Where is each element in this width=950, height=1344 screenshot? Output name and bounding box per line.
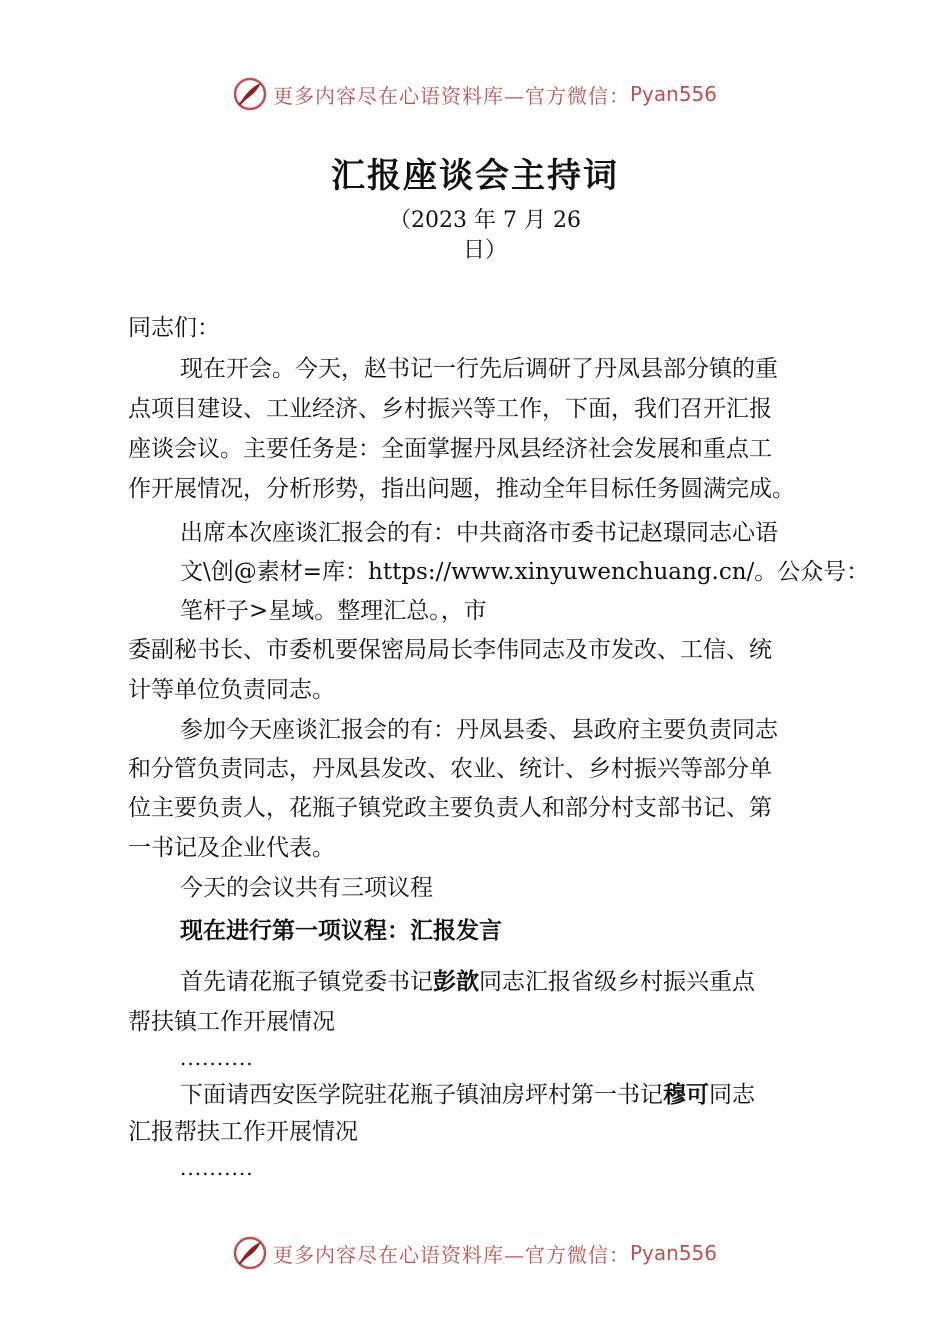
p5-line: 帮扶镇工作开展情况 xyxy=(128,1009,335,1035)
p6-text-before: 下面请西安医学院驻花瓶子镇油房坪村第一书记 xyxy=(180,1082,663,1108)
p1-line: 作开展情况，分析形势，指出问题，推动全年目标任务圆满完成。 xyxy=(128,476,795,502)
header-banner xyxy=(0,74,950,114)
ellipsis: .......... xyxy=(180,1046,254,1070)
banner-wechat-id: Pyan556 xyxy=(629,1241,717,1265)
footer-banner xyxy=(0,1233,950,1273)
p6-line xyxy=(180,1075,755,1115)
banner-text: 更多内容尽在心语资料库—官方微信： xyxy=(272,83,630,108)
p2-line: 计等单位负责同志。 xyxy=(128,677,335,703)
p5-text-after: 同志汇报省级乡村振兴重点 xyxy=(479,969,755,995)
ellipsis: .......... xyxy=(180,1156,254,1180)
document-date xyxy=(380,206,590,266)
quill-circle-logo-icon xyxy=(233,1236,267,1270)
p3-line: 参加今天座谈汇报会的有：丹凤县委、县政府主要负责同志 xyxy=(180,717,778,743)
p3-line: 位主要负责人，花瓶子镇党政主要负责人和部分村支部书记、第 xyxy=(128,795,772,821)
p2-line: 笔杆子>星域。整理汇总。，市 xyxy=(180,598,487,624)
p2-line: 出席本次座谈汇报会的有：中共商洛市委书记赵璟同志心语 xyxy=(180,520,778,546)
p6-text-after: 同志 xyxy=(709,1082,755,1108)
agenda-heading-1: 现在进行第一项议程：汇报发言 xyxy=(180,918,502,944)
banner-wechat-id: Pyan556 xyxy=(629,82,717,106)
agenda-intro: 今天的会议共有三项议程 xyxy=(180,875,433,901)
p3-line: 一书记及企业代表。 xyxy=(128,835,335,861)
p1-line: 点项目建设、工业经济、乡村振兴等工作，下面，我们召开汇报 xyxy=(128,396,772,422)
document-title: 汇报座谈会主持词 xyxy=(331,156,619,196)
quill-circle-logo-icon xyxy=(233,77,267,111)
salutation: 同志们： xyxy=(128,315,220,341)
speaker-name: 彭歆 xyxy=(433,969,479,995)
p2-line: 委副秘书长、市委机要保密局局长李伟同志及市发改、工信、统 xyxy=(128,637,772,663)
p6-line: 汇报帮扶工作开展情况 xyxy=(128,1119,358,1145)
date-line-2: 日） xyxy=(462,238,507,263)
date-line-1: （2023 年 7 月 26 xyxy=(389,208,581,233)
p3-line: 和分管负责同志，丹凤县发改、农业、统计、乡村振兴等部分单 xyxy=(128,756,772,782)
p2-line: 文\创@素材=库：https://www.xinyuwenchuang.cn/。公众号： xyxy=(180,559,870,585)
p1-line: 现在开会。今天，赵书记一行先后调研了丹凤县部分镇的重 xyxy=(180,356,778,382)
speaker-name: 穆可 xyxy=(663,1082,709,1108)
p5-line xyxy=(180,962,755,1002)
p1-line: 座谈会议。主要任务是：全面掌握丹凤县经济社会发展和重点工 xyxy=(128,436,772,462)
banner-text: 更多内容尽在心语资料库—官方微信： xyxy=(272,1242,630,1267)
p5-text-before: 首先请花瓶子镇党委书记 xyxy=(180,969,433,995)
